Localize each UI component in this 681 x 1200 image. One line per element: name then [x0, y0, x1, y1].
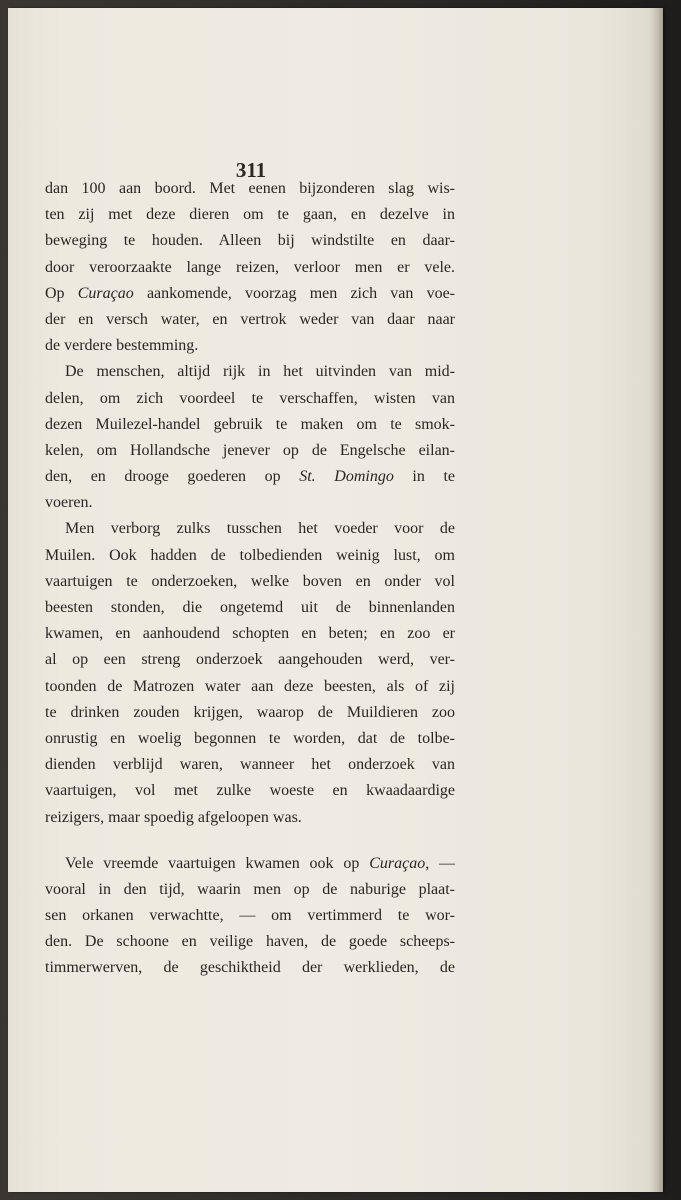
text-line — [45, 700, 455, 726]
text-line — [45, 929, 455, 955]
text-segment: timmerwerven, de geschiktheid der werklieden, de — [45, 959, 455, 977]
text-line — [45, 412, 455, 438]
paragraph-gap — [45, 831, 455, 851]
text-segment: dienden verblijd waren, wanneer het onderzoek van — [45, 756, 455, 774]
text-line — [45, 903, 455, 929]
text-line — [45, 307, 455, 333]
italic-text: Curaçao, — [369, 854, 430, 872]
text-segment: reizigers, maar spoedig afgeloopen was. — [45, 808, 302, 826]
text-line — [45, 176, 455, 202]
text-segment: ten zij met deze dieren om te gaan, en dezelve in — [45, 206, 455, 224]
text-segment: onrustig en woelig begonnen te worden, dat de tolbe- — [45, 729, 455, 747]
text-segment: al op een streng onderzoek aangehouden werd, ver- — [45, 651, 455, 669]
text-segment: Men verborg zulks tusschen het voeder voor de — [65, 520, 455, 538]
body-text — [45, 176, 455, 982]
text-segment: de verdere bestemming. — [45, 337, 199, 355]
text-segment: aankomende, voorzag men zich van voe- — [133, 284, 455, 302]
text-segment: sen orkanen verwachtte, — om vertimmerd te wor- — [45, 907, 455, 925]
paragraph — [45, 516, 455, 830]
text-segment: kelen, om Hollandsche jenever op de Engelsche eilan- — [45, 441, 455, 459]
page-edge-shadow — [649, 8, 663, 1192]
text-segment: vooral in den tijd, waarin men op de naburige plaat- — [45, 880, 455, 898]
text-segment: dan 100 aan boord. Met eenen bijzonderen slag wis- — [45, 180, 455, 197]
text-segment: den, en drooge goederen op — [45, 468, 300, 486]
text-segment: den. De schoone en veilige haven, de goede scheeps- — [45, 933, 455, 951]
text-line — [45, 851, 455, 877]
text-line — [45, 464, 455, 490]
text-segment: der en versch water, en vertrok weder van daar naar — [45, 310, 455, 328]
paragraph — [45, 176, 455, 359]
text-segment: delen, om zich voordeel te verschaffen, wisten van — [45, 389, 455, 407]
text-segment: beweging te houden. Alleen bij windstilte en daar- — [45, 232, 455, 250]
text-line — [45, 595, 455, 621]
text-segment: in te — [393, 468, 456, 486]
text-segment: voeren. — [45, 494, 93, 512]
text-line — [45, 228, 455, 254]
text-line — [45, 805, 455, 831]
text-segment: kwamen, en aanhoudend schopten en beten; en zoo er — [45, 625, 455, 643]
text-line — [45, 202, 455, 228]
text-segment: vaartuigen, vol met zulke woeste en kwaadaardige — [45, 782, 455, 800]
paragraph — [45, 359, 455, 516]
page-number: 311 — [235, 158, 267, 182]
text-segment: vaartuigen te onderzoeken, welke boven en onder vol — [45, 572, 455, 590]
text-line — [45, 752, 455, 778]
text-line — [45, 438, 455, 464]
text-line — [45, 543, 455, 569]
text-segment: door veroorzaakte lange reizen, verloor men er vele. — [45, 258, 455, 276]
text-line — [45, 333, 455, 359]
text-segment: te drinken zouden krijgen, waarop de Muildieren zoo — [45, 703, 455, 721]
text-line — [45, 674, 455, 700]
text-line — [45, 255, 455, 281]
text-line — [45, 726, 455, 752]
text-line — [45, 359, 455, 385]
paragraph — [45, 851, 455, 982]
text-line — [45, 490, 455, 516]
text-segment: Muilen. Ook hadden de tolbedienden weinig lust, om — [45, 546, 455, 564]
text-line — [45, 955, 455, 981]
text-segment: beesten stonden, die ongetemd uit de binnenlanden — [45, 599, 455, 616]
italic-text: Curaçao — [77, 284, 134, 302]
text-line — [45, 281, 455, 307]
text-line — [45, 386, 455, 412]
text-line — [45, 778, 455, 804]
text-line — [45, 647, 455, 673]
text-line — [45, 621, 455, 647]
text-line — [45, 569, 455, 595]
italic-text: St. Domingo — [299, 468, 394, 486]
text-segment: Op — [45, 284, 78, 302]
text-segment: — — [429, 854, 456, 872]
text-segment: toonden de Matrozen water aan deze beesten, als of zij — [45, 677, 455, 695]
text-line — [45, 516, 455, 542]
text-segment: Vele vreemde vaartuigen kwamen ook op — [65, 854, 370, 872]
text-segment: De menschen, altijd rijk in het uitvinden van mid- — [65, 363, 455, 381]
text-line — [45, 877, 455, 903]
text-segment: dezen Muilezel-handel gebruik te maken om te smok- — [45, 415, 455, 433]
